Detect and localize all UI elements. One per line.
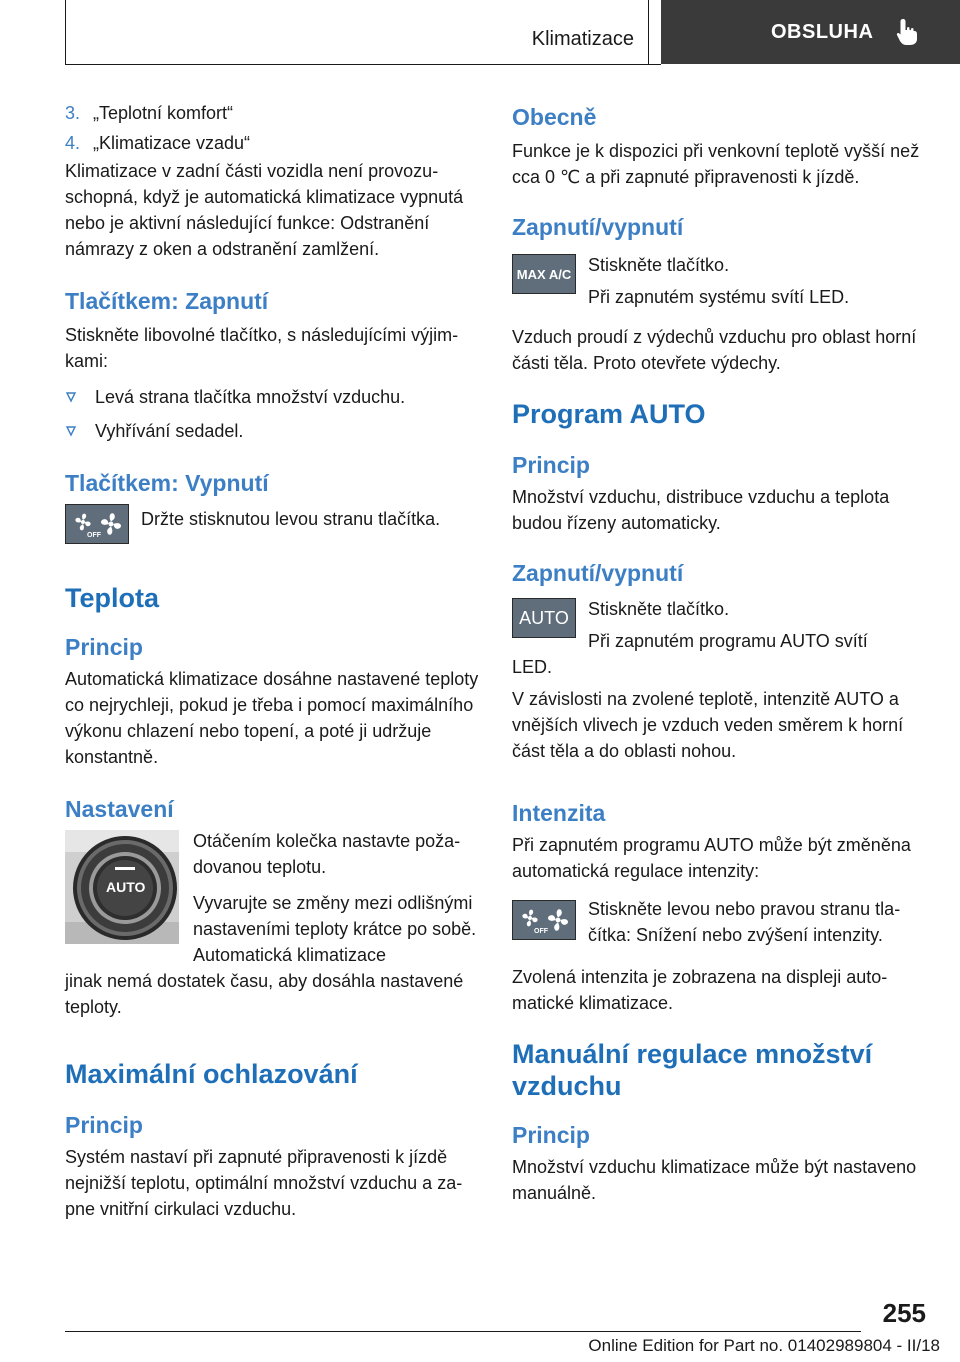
paragraph-auto-led-continued: LED. xyxy=(512,657,553,677)
heading-button-off: Tlačítkem: Vypnutí xyxy=(65,470,269,496)
paragraph-setting-continued: jinak nemá dostatek času, aby dosáhla nastavené teploty. xyxy=(65,971,464,1017)
chapter-title: Klimatizace xyxy=(531,28,634,50)
paragraph-temperature: Automatická klimatizace dosáhne nastavené teploty co nejrychleji, pokud je třeba i pomocí maximálního výkonu chlazení nebo topení, a poté ji udržuje konstantně. xyxy=(65,669,479,767)
bullet-text: Vyhřívání sedadel. xyxy=(95,421,244,441)
paragraph-intensity: Při zapnutém programu AUTO může být změněna automatická regulace intenzity: xyxy=(512,835,911,881)
heading-max-cooling: Maximální ochlazování xyxy=(65,1059,358,1089)
list-text: „Teplotní komfort“ xyxy=(93,103,234,123)
header-rule-right xyxy=(648,0,649,65)
list-number: 4. xyxy=(65,133,81,153)
triangle-bullet-icon xyxy=(65,384,95,410)
knob-label: AUTO xyxy=(106,879,146,895)
auto-button-label: AUTO xyxy=(519,607,569,628)
auto-text xyxy=(588,596,868,654)
svg-text:OFF: OFF xyxy=(534,928,548,935)
auto-row xyxy=(512,596,926,654)
heading-on-off: Zapnutí/vypnutí xyxy=(512,214,684,240)
heading-intensity: Intenzita xyxy=(512,800,606,826)
max-ac-text xyxy=(588,252,849,310)
paragraph-rear-climate: Klimatizace v zadní části vozidla není provozuschopná, když je automatická klimatizace vypnutá nebo je aktivní následující funkce: Odstranění námrazy z oken a odstranění zamlžení. xyxy=(65,161,464,259)
list-item xyxy=(65,130,480,156)
paragraph-led: Při zapnutém systému svítí LED. xyxy=(588,287,850,307)
heading-manual-air: Manuální regulace množství vzduchu xyxy=(512,1039,873,1101)
heading-principle: Princip xyxy=(512,1122,590,1148)
setting-row xyxy=(65,830,480,968)
heading-temperature: Teplota xyxy=(65,583,159,613)
page-number: 255 xyxy=(882,1298,926,1328)
pointing-hand-icon xyxy=(895,17,921,47)
header-rule-bottom xyxy=(65,64,661,65)
heading-principle: Princip xyxy=(65,1112,143,1138)
button-off-row xyxy=(65,504,480,544)
paragraph-max-cooling: Systém nastaví při zapnuté připravenosti k jízdě nejnižší teplotu, optimální množství vzduchu a zapne vnitřní cirkulaci vzduchu. xyxy=(65,1147,463,1219)
fan-off-icon xyxy=(512,900,576,940)
paragraph-press-button: Stiskněte tlačítko. xyxy=(588,599,730,619)
paragraph-manual: Množství vzduchu klimatizace může být nastaveno manuálně. xyxy=(512,1157,917,1203)
paragraph-auto-direction: V závislosti na zvolené teplotě, intenzitě AUTO a vnějších vlivech je vzduch veden směrem k horní část těla a do oblasti nohou. xyxy=(512,689,904,761)
paragraph-setting-2: Vyvarujte se změny mezi odlišnými nastaveními teploty krátce po sobě. Automatická klimatizace xyxy=(193,893,477,965)
section-label: OBSLUHA xyxy=(771,20,874,43)
max-ac-label: MAX A/C xyxy=(516,266,572,282)
setting-text xyxy=(193,830,480,968)
list-item xyxy=(65,100,480,126)
heading-on-off: Zapnutí/vypnutí xyxy=(512,560,684,586)
section-tab[interactable] xyxy=(661,0,960,64)
paragraph-air-flow: Vzduch proudí z výdechů vzduchu pro oblast horní části těla. Proto otevřete výdechy. xyxy=(512,327,917,373)
heading-setting: Nastavení xyxy=(65,796,174,822)
temperature-knob-image xyxy=(65,830,179,944)
auto-button-image xyxy=(512,598,576,638)
paragraph-intensity-display: Zvolená intenzita je zobrazena na displeji automatické klimatizace. xyxy=(512,967,888,1013)
button-off-text: Držte stisknutou levou stranu tlačítka. xyxy=(141,509,441,529)
fan-off-icon xyxy=(65,504,129,544)
header-rule-left xyxy=(65,0,66,65)
list-item xyxy=(65,418,480,444)
list-text: „Klimatizace vzadu“ xyxy=(93,133,251,153)
bullet-text: Levá strana tlačítka množství vzduchu. xyxy=(95,387,406,407)
intensity-button-text: Stiskněte levou nebo pravou stranu tlačítka: Snížení nebo zvýšení intenzity. xyxy=(588,899,901,945)
max-ac-row xyxy=(512,252,926,310)
svg-text:OFF: OFF xyxy=(87,532,101,539)
paragraph-setting-1: Otáčením kolečka nastavte požadovanou teplotu. xyxy=(193,831,461,877)
max-ac-button-image xyxy=(512,254,576,294)
paragraph-press-button: Stiskněte tlačítko. xyxy=(588,255,730,275)
heading-principle: Princip xyxy=(512,452,590,478)
heading-button-on: Tlačítkem: Zapnutí xyxy=(65,288,269,314)
paragraph-auto-led: Při zapnutém programu AUTO svítí xyxy=(588,631,868,651)
paragraph-general: Funkce je k dispozici při venkovní teplotě vyšší než cca 0 ℃ a při zapnuté připravenosti k jízdě. xyxy=(512,141,920,187)
paragraph-auto: Množství vzduchu, distribuce vzduchu a teplota budou řízeny automaticky. xyxy=(512,487,890,533)
heading-general: Obecně xyxy=(512,104,597,130)
footer-edition: Online Edition for Part no. 01402989804 - II/18 xyxy=(588,1336,940,1355)
left-column xyxy=(65,100,480,1222)
paragraph-button-on: Stiskněte libovolné tlačítko, s následujícími výjimkami: xyxy=(65,325,459,371)
list-number: 3. xyxy=(65,103,81,123)
triangle-bullet-icon xyxy=(65,418,95,444)
footer-rule xyxy=(65,1331,861,1332)
heading-auto-program: Program AUTO xyxy=(512,399,706,429)
right-column xyxy=(512,100,926,1206)
heading-principle: Princip xyxy=(65,634,143,660)
intensity-row xyxy=(512,896,926,948)
list-item xyxy=(65,384,480,410)
